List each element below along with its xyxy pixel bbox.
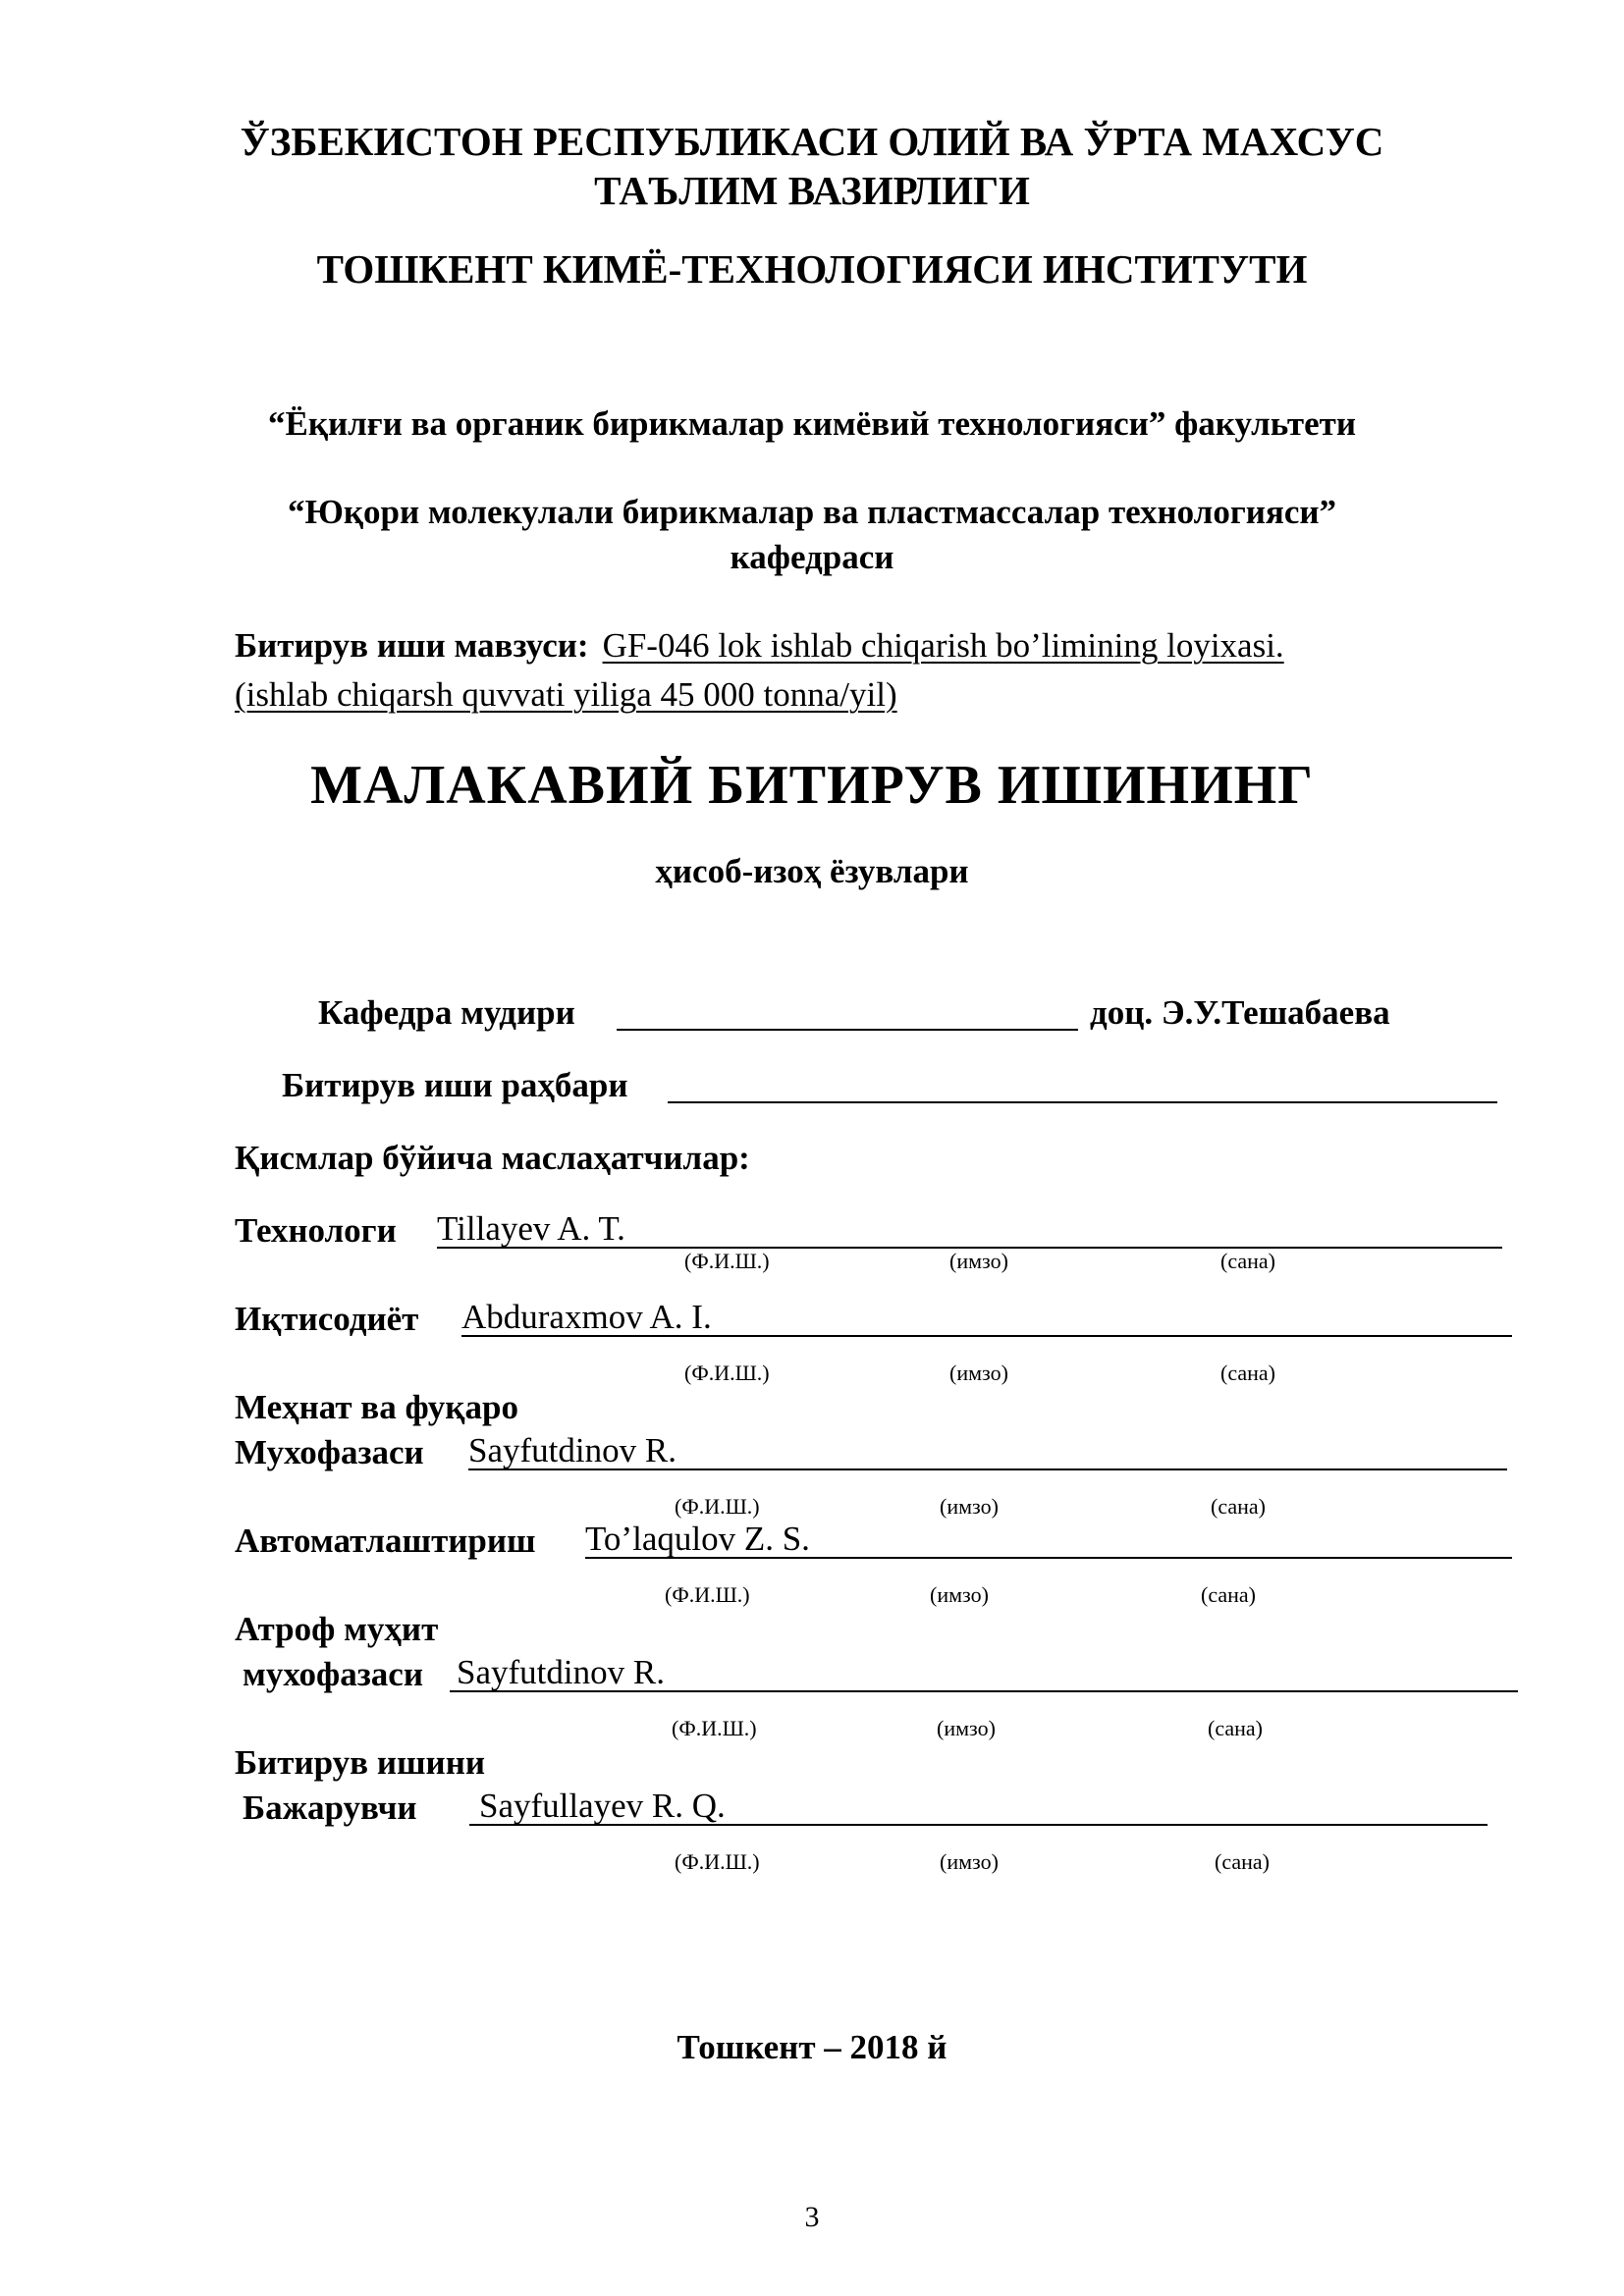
consultant-line-economics bbox=[461, 1335, 1512, 1337]
supervisor-label: Битирув иши раҳбари bbox=[282, 1066, 628, 1104]
caption-date: (сана) bbox=[1208, 1716, 1263, 1740]
head-of-dept-label: Кафедра мудири bbox=[318, 993, 575, 1032]
consultant-label-technology: Технологи bbox=[235, 1211, 397, 1250]
city-year: Тошкент – 2018 й bbox=[677, 2028, 947, 2066]
caption-date: (сана) bbox=[1215, 1849, 1270, 1874]
topic-line-1 bbox=[235, 626, 1284, 666]
page-number: 3 bbox=[804, 2201, 820, 2233]
supervisor-signature-line bbox=[668, 1101, 1497, 1103]
document-subtitle: ҳисоб-изоҳ ёзувлари bbox=[655, 852, 969, 890]
consultant-line-environment bbox=[450, 1690, 1518, 1692]
consultant-label-automation: Автоматлаштириш bbox=[235, 1522, 536, 1560]
head-of-dept-signature-line bbox=[617, 1029, 1078, 1031]
consultant-label-economics: Иқтисодиёт bbox=[235, 1300, 419, 1338]
performer-line bbox=[469, 1824, 1488, 1826]
department-line-2: кафедраси bbox=[730, 538, 894, 576]
caption-sign: (имзо) bbox=[937, 1716, 996, 1740]
caption-date: (сана) bbox=[1211, 1494, 1266, 1519]
topic-title: GF-046 lok ishlab chiqarish bo’limining loyixasi. bbox=[602, 626, 1284, 665]
caption-fio: (Ф.И.Ш.) bbox=[684, 1361, 770, 1385]
head-of-dept-name: доц. Э.У.Тешабаева bbox=[1090, 993, 1390, 1032]
caption-sign: (имзо) bbox=[949, 1249, 1008, 1273]
caption-fio: (Ф.И.Ш.) bbox=[684, 1249, 770, 1273]
consultant-name-technology: Tillayev A. T. bbox=[437, 1209, 625, 1248]
consultant-name-environment: Sayfutdinov R. bbox=[457, 1653, 665, 1691]
consultant-label-environment-line1: Атроф муҳит bbox=[235, 1610, 439, 1648]
department-line-1: “Юқори молекулали бирикмалар ва пластмассалар технологияси” bbox=[287, 493, 1337, 531]
consultant-label-environment-line2: мухофазаси bbox=[243, 1655, 423, 1693]
consultant-label-labor-line1: Меҳнат ва фуқаро bbox=[235, 1388, 518, 1426]
consultant-label-labor-line2: Мухофазаси bbox=[235, 1433, 424, 1471]
ministry-line-1: ЎЗБЕКИСТОН РЕСПУБЛИКАСИ ОЛИЙ ВА ЎРТА МАХСУС bbox=[240, 119, 1384, 164]
caption-date: (сана) bbox=[1220, 1249, 1275, 1273]
caption-sign: (имзо) bbox=[949, 1361, 1008, 1385]
faculty-name: “Ёқилғи ва органик бирикмалар кимёвий технологияси” факультети bbox=[267, 404, 1357, 443]
performer-label-line1: Битирув ишини bbox=[235, 1743, 486, 1782]
caption-fio: (Ф.И.Ш.) bbox=[672, 1716, 757, 1740]
caption-fio: (Ф.И.Ш.) bbox=[665, 1582, 750, 1607]
caption-date: (сана) bbox=[1220, 1361, 1275, 1385]
performer-label-line2: Бажарувчи bbox=[243, 1789, 417, 1827]
topic-label: Битирув иши мавзуси: bbox=[235, 626, 589, 665]
consultant-name-automation: To’laqulov Z. S. bbox=[585, 1520, 810, 1558]
consultant-name-labor: Sayfutdinov R. bbox=[468, 1431, 677, 1469]
document-title: МАЛАКАВИЙ БИТИРУВ ИШИНИНГ bbox=[310, 755, 1314, 816]
ministry-line-2: ТАЪЛИМ ВАЗИРЛИГИ bbox=[594, 168, 1030, 213]
performer-name: Sayfullayev R. Q. bbox=[479, 1787, 726, 1825]
institute-name: ТОШКЕНТ КИМЁ-ТЕХНОЛОГИЯСИ ИНСТИТУТИ bbox=[316, 246, 1308, 292]
consultant-name-economics: Abduraxmov A. I. bbox=[461, 1298, 712, 1336]
caption-fio: (Ф.И.Ш.) bbox=[675, 1494, 760, 1519]
caption-sign: (имзо) bbox=[940, 1849, 999, 1874]
caption-sign: (имзо) bbox=[940, 1494, 999, 1519]
consultants-heading: Қисмлар бўйича маслаҳатчилар: bbox=[235, 1139, 750, 1177]
caption-sign: (имзо) bbox=[930, 1582, 989, 1607]
consultant-line-labor bbox=[468, 1468, 1507, 1470]
caption-fio: (Ф.И.Ш.) bbox=[675, 1849, 760, 1874]
topic-capacity: (ishlab chiqarsh quvvati yiliga 45 000 tonna/yil) bbox=[235, 675, 897, 714]
caption-date: (сана) bbox=[1201, 1582, 1256, 1607]
consultant-line-automation bbox=[585, 1557, 1512, 1559]
